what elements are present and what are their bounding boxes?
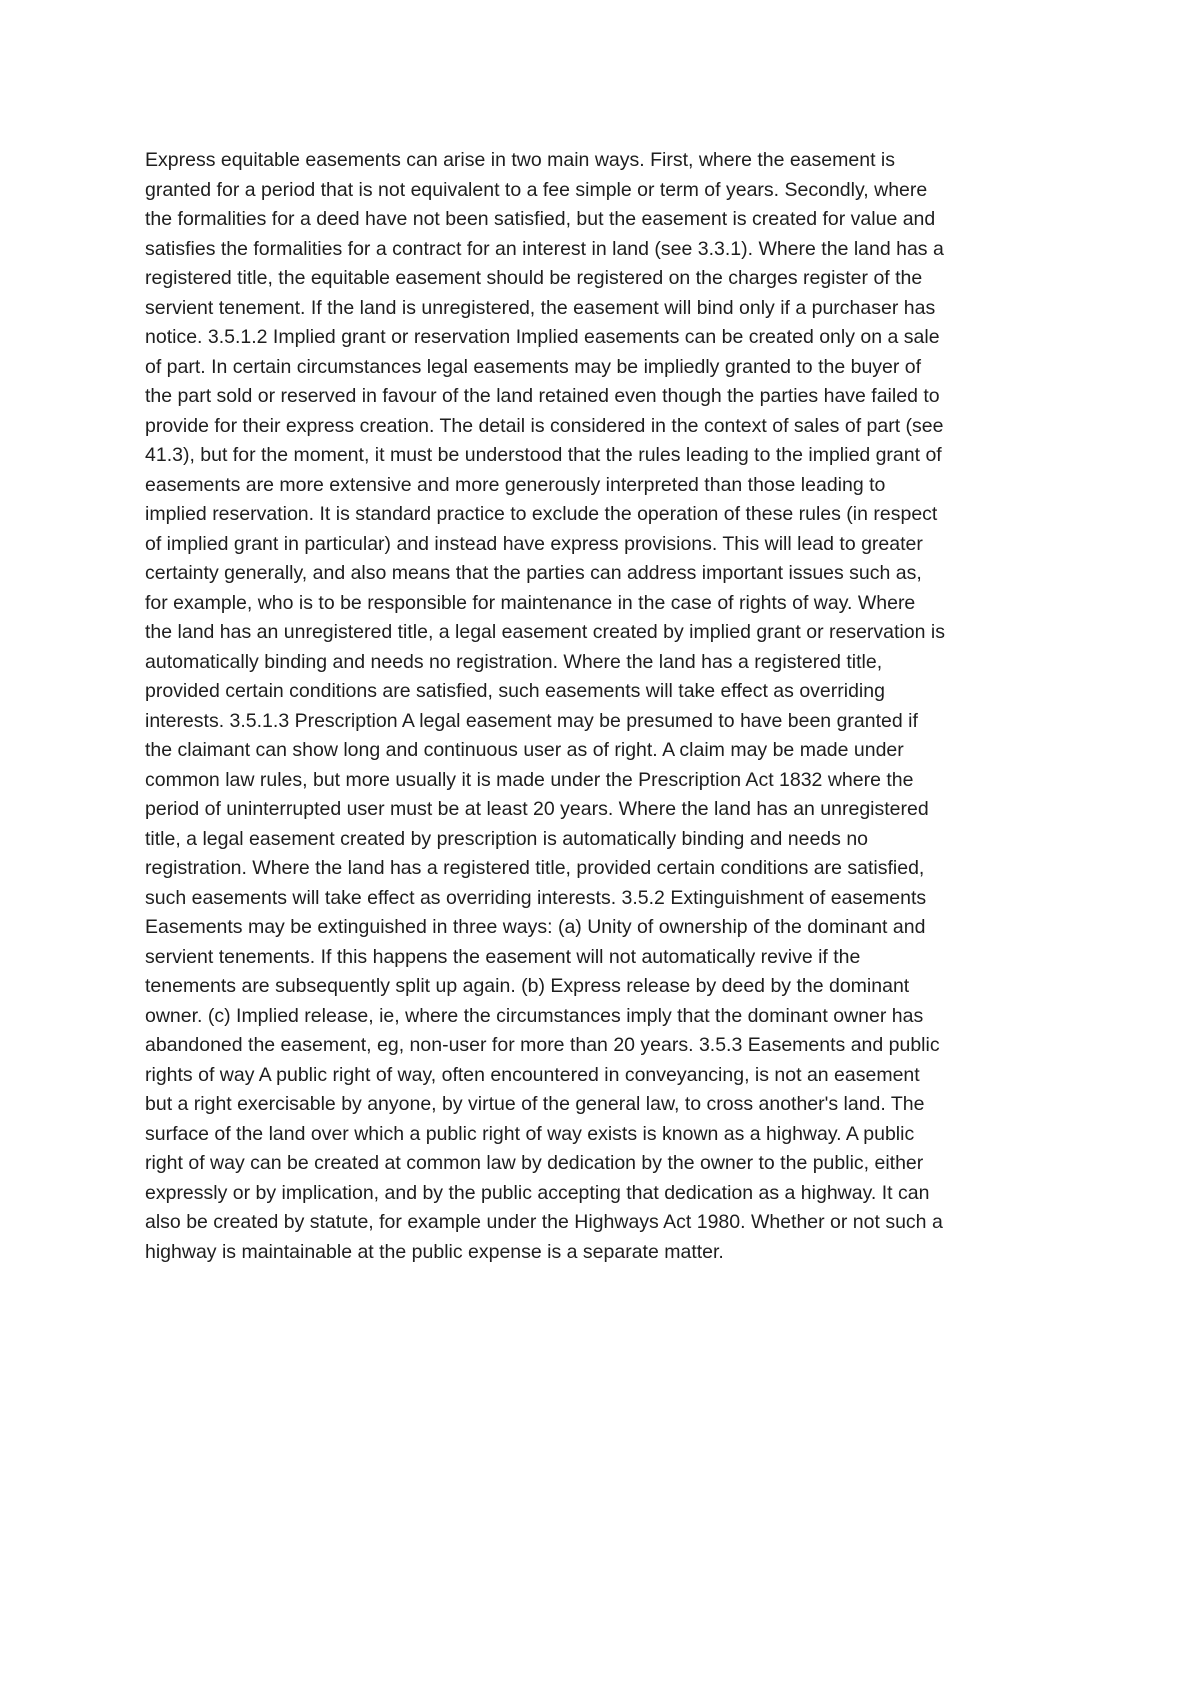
text-line: implied reservation. It is standard practice to exclude the operation of these rules (in respect <box>145 503 938 525</box>
text-line: common law rules, but more usually it is made under the Prescription Act 1832 where the <box>145 768 914 791</box>
text-line: the land has an unregistered title, a legal easement created by implied grant or reservation is <box>145 621 945 643</box>
text-line: surface of the land over which a public right of way exists is known as a highway. A public <box>145 1122 915 1145</box>
text-line: right of way can be created at common law by dedication by the owner to the public, either <box>145 1152 924 1174</box>
text-line: expressly or by implication, and by the public accepting that dedication as a highway. It can <box>145 1181 930 1204</box>
text-line: but a right exercisable by anyone, by virtue of the general law, to cross another's land. The <box>145 1093 925 1115</box>
text-line: servient tenement. If the land is unregistered, the easement will bind only if a purchaser has <box>145 296 936 319</box>
text-line: the part sold or reserved in favour of the land retained even though the parties have failed to <box>145 385 940 407</box>
text-line: abandoned the easement, eg, non-user for more than 20 years. 3.5.3 Easements and public <box>145 1034 940 1056</box>
text-line: interests. 3.5.1.3 Prescription A legal easement may be presumed to have been granted if <box>145 709 918 732</box>
text-line: the claimant can show long and continuous user as of right. A claim may be made under <box>145 739 904 761</box>
text-line: tenements are subsequently split up again. (b) Express release by deed by the dominant <box>145 975 910 997</box>
text-line: for example, who is to be responsible for maintenance in the case of rights of way. Where <box>145 591 916 614</box>
text-line: such easements will take effect as overriding interests. 3.5.2 Extinguishment of easements <box>145 886 927 909</box>
text-line: satisfies the formalities for a contract for an interest in land (see 3.3.1). Where the land has a <box>145 237 944 260</box>
text-line: Easements may be extinguished in three ways: (a) Unity of ownership of the dominant and <box>145 916 926 938</box>
text-line: rights of way A public right of way, often encountered in conveyancing, is not an easement <box>145 1063 920 1086</box>
body-paragraph <box>145 146 1065 1267</box>
text-line: provide for their express creation. The detail is considered in the context of sales of part (see <box>145 414 944 437</box>
text-line: period of uninterrupted user must be at least 20 years. Where the land has an unregistered <box>145 798 929 820</box>
text-line: title, a legal easement created by prescription is automatically binding and needs no <box>145 827 869 850</box>
text-line: of part. In certain circumstances legal easements may be impliedly granted to the buyer of <box>145 355 922 378</box>
text-line: of implied grant in particular) and instead have express provisions. This will lead to greater <box>145 532 923 555</box>
text-line: easements are more extensive and more generously interpreted than those leading to <box>145 473 886 496</box>
text-line: registration. Where the land has a registered title, provided certain conditions are satisfied, <box>145 857 925 879</box>
text-line: certainty generally, and also means that the parties can address important issues such as, <box>145 562 922 584</box>
text-line: registered title, the equitable easement should be registered on the charges register of the <box>145 267 923 289</box>
text-line: owner. (c) Implied release, ie, where the circumstances imply that the dominant owner has <box>145 1004 924 1027</box>
text-line: 41.3), but for the moment, it must be understood that the rules leading to the implied grant of <box>145 444 942 466</box>
text-line: also be created by statute, for example under the Highways Act 1980. Whether or not such a <box>145 1211 943 1233</box>
text-line: the formalities for a deed have not been satisfied, but the easement is created for value and <box>145 208 936 230</box>
text-line: provided certain conditions are satisfied, such easements will take effect as overriding <box>145 680 885 702</box>
text-line: granted for a period that is not equivalent to a fee simple or term of years. Secondly, where <box>145 178 928 201</box>
text-line: servient tenements. If this happens the easement will not automatically revive if the <box>145 945 861 968</box>
text-line: highway is maintainable at the public expense is a separate matter. <box>145 1240 724 1263</box>
text-line: automatically binding and needs no registration. Where the land has a registered title, <box>145 650 883 673</box>
text-line: notice. 3.5.1.2 Implied grant or reservation Implied easements can be created only on a sale <box>145 326 940 348</box>
text-line: Express equitable easements can arise in two main ways. First, where the easement is <box>145 149 896 171</box>
